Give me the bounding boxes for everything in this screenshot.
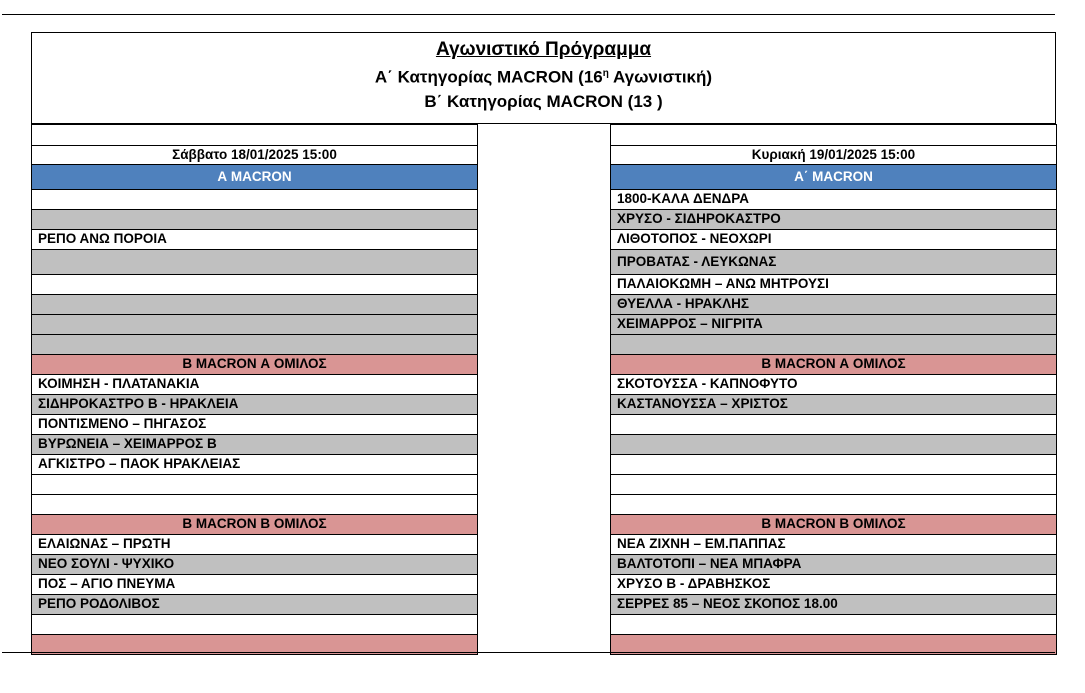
top-rule <box>2 14 1055 15</box>
match-row <box>611 454 1056 474</box>
sunday-schedule <box>610 124 1057 655</box>
match-row: ΝΕΑ ΖΙΧΝΗ – ΕΜ.ΠΑΠΠΑΣ <box>611 534 1056 554</box>
subtitle-b-category: Β΄ Κατηγορίας MACRON (13 ) <box>424 91 663 111</box>
match-row: ΧΡΥΣΟ Β - ΔΡΑΒΗΣΚΟΣ <box>611 574 1056 594</box>
match-row: ΘΥΕΛΛΑ - ΗΡΑΚΛΗΣ <box>611 294 1056 314</box>
page-title: Αγωνιστικό Πρόγραμμα <box>435 39 652 60</box>
match-row: ΒΥΡΩΝΕΙΑ – ΧΕΙΜΑΡΡΟΣ Β <box>32 434 477 454</box>
match-row <box>32 209 477 229</box>
match-row: ΡΕΠΟ ΡΟΔΟΛΙΒΟΣ <box>32 594 477 614</box>
saturday-date: Σάββατο 18/01/2025 15:00 <box>32 145 477 164</box>
match-row: ΒΑΛΤΟΤΟΠΙ – ΝΕΑ ΜΠΑΦΡΑ <box>611 554 1056 574</box>
document-header <box>31 32 1056 124</box>
b-macron-group-b-heading: Β MACRON Β ΟΜΙΛΟΣ <box>611 514 1056 534</box>
b-macron-group-a-heading: Β MACRON Α ΟΜΙΛΟΣ <box>611 354 1056 374</box>
match-row <box>611 494 1056 514</box>
sunday-date: Κυριακή 19/01/2025 15:00 <box>611 145 1056 164</box>
match-row: ΧΡΥΣΟ - ΣΙΔΗΡΟΚΑΣΤΡΟ <box>611 209 1056 229</box>
match-row <box>32 614 477 634</box>
match-row <box>32 334 477 354</box>
a-macron-heading: Α MACRON <box>32 164 477 189</box>
match-row <box>32 314 477 334</box>
match-row: ΠΡΟΒΑΤΑΣ - ΛΕΥΚΩΝΑΣ <box>611 249 1056 274</box>
match-row: ΚΑΣΤΑΝΟΥΣΣΑ – ΧΡΙΣΤΟΣ <box>611 394 1056 414</box>
match-row: ΣΙΔΗΡΟΚΑΣΤΡΟ Β - ΗΡΑΚΛΕΙΑ <box>32 394 477 414</box>
match-row <box>611 414 1056 434</box>
match-row <box>611 614 1056 634</box>
match-row: ΚΟΙΜΗΣΗ - ΠΛΑΤΑΝΑΚΙΑ <box>32 374 477 394</box>
match-row: ΛΙΘΟΤΟΠΟΣ - ΝΕΟΧΩΡΙ <box>611 229 1056 249</box>
subtitle-a-sup: η <box>602 68 609 79</box>
match-row <box>611 474 1056 494</box>
spacer-row <box>32 124 477 145</box>
match-row <box>32 634 477 654</box>
match-row: ΣΕΡΡΕΣ 85 – ΝΕΟΣ ΣΚΟΠΟΣ 18.00 <box>611 594 1056 614</box>
match-row <box>611 634 1056 654</box>
bottom-rule <box>2 652 1055 653</box>
spacer-row <box>611 124 1056 145</box>
match-row: 1800-ΚΑΛΑ ΔΕΝΔΡΑ <box>611 189 1056 209</box>
subtitle-a-pre: Α΄ Κατηγορίας MACRON (16 <box>374 67 603 87</box>
match-row: ΧΕΙΜΑΡΡΟΣ – ΝΙΓΡΙΤΑ <box>611 314 1056 334</box>
subtitle-a-post: Αγωνιστική) <box>608 67 713 87</box>
b-macron-group-a-heading: Β MACRON Α ΟΜΙΛΟΣ <box>32 354 477 374</box>
match-row: ΑΓΚΙΣΤΡΟ – ΠΑΟΚ ΗΡΑΚΛΕΙΑΣ <box>32 454 477 474</box>
match-row <box>32 474 477 494</box>
match-row <box>611 334 1056 354</box>
match-row <box>32 274 477 294</box>
match-row: ΕΛΑΙΩΝΑΣ – ΠΡΩΤΗ <box>32 534 477 554</box>
match-row <box>611 434 1056 454</box>
match-row: ΠΑΛΑΙΟΚΩΜΗ – ΑΝΩ ΜΗΤΡΟΥΣΙ <box>611 274 1056 294</box>
saturday-schedule <box>31 124 478 655</box>
match-row: ΣΚΟΤΟΥΣΣΑ - ΚΑΠΝΟΦΥΤΟ <box>611 374 1056 394</box>
a-macron-heading: Α΄ MACRON <box>611 164 1056 189</box>
match-row <box>32 494 477 514</box>
match-row: ΠΟΣ – ΑΓΙΟ ΠΝΕΥΜΑ <box>32 574 477 594</box>
match-row <box>32 294 477 314</box>
b-macron-group-b-heading: Β MACRON Β ΟΜΙΛΟΣ <box>32 514 477 534</box>
match-row: ΡΕΠΟ ΑΝΩ ΠΟΡΟΙΑ <box>32 229 477 249</box>
match-row: ΝΕΟ ΣΟΥΛΙ - ΨΥΧΙΚΟ <box>32 554 477 574</box>
match-row: ΠΟΝΤΙΣΜΕΝΟ – ΠΗΓΑΣΟΣ <box>32 414 477 434</box>
match-row <box>32 249 477 274</box>
subtitle-a-category <box>32 62 1055 90</box>
match-row <box>32 189 477 209</box>
